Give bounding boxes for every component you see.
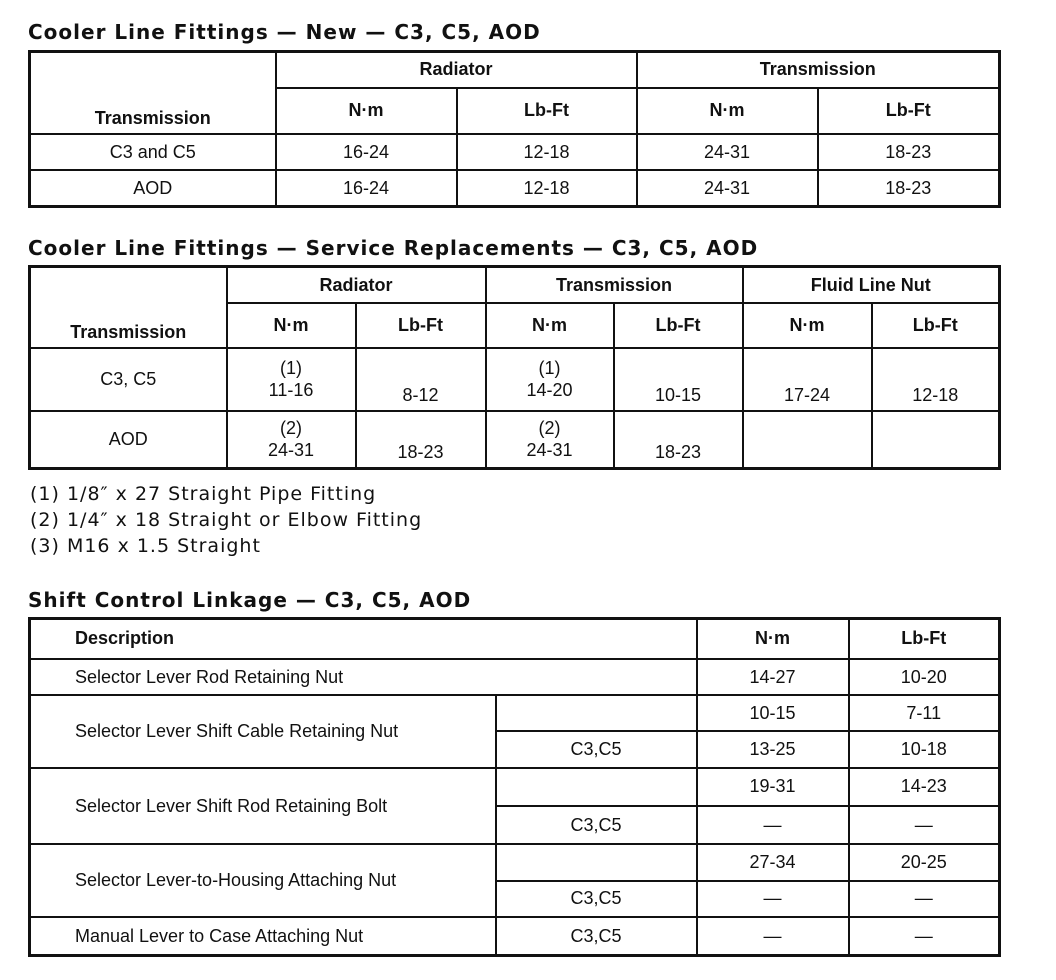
- value-cell: [486, 411, 614, 469]
- value-cell: 16-24: [276, 134, 457, 170]
- value-cell: —: [849, 917, 1000, 955]
- lbft-header: Lb-Ft: [457, 88, 637, 134]
- value-cell: —: [697, 917, 849, 955]
- value-text: 24-31: [526, 440, 573, 461]
- value-cell: 14-23: [849, 768, 1000, 806]
- lbft-header: Lb-Ft: [614, 303, 743, 348]
- nm-header: N·m: [637, 88, 818, 134]
- table-row: [30, 844, 1000, 880]
- nm-header: N·m: [697, 619, 849, 659]
- model-cell: [496, 844, 697, 880]
- footnotes: [30, 481, 422, 559]
- value-cell: —: [849, 806, 1000, 844]
- value-cell: 18-23: [818, 170, 1000, 206]
- nm-header: N·m: [227, 303, 356, 348]
- table-row: [30, 659, 1000, 695]
- table-row: [30, 695, 1000, 731]
- value-cell: 18-23: [356, 411, 486, 469]
- row-label: AOD: [30, 411, 227, 469]
- value-cell: 24-31: [637, 134, 818, 170]
- value-cell: —: [697, 806, 849, 844]
- value-cell: 10-15: [697, 695, 849, 731]
- model-cell: C3,C5: [496, 806, 697, 844]
- shift-control-linkage-table: [28, 617, 1001, 957]
- table-row: [30, 411, 1000, 469]
- transmission-header: Transmission: [30, 267, 227, 348]
- model-cell: C3,C5: [496, 917, 697, 955]
- model-cell: [496, 768, 697, 806]
- transmission-header: Transmission: [30, 52, 276, 135]
- value-cell: 13-25: [697, 731, 849, 767]
- footnote-ref: (1): [280, 358, 302, 379]
- description-header: Description: [30, 619, 697, 659]
- value-text: 11-16: [268, 380, 314, 401]
- table-row: [30, 768, 1000, 806]
- value-cell: [486, 348, 614, 411]
- cooler-line-new-table: [28, 50, 1001, 208]
- value-cell: 8-12: [356, 348, 486, 411]
- lbft-header: Lb-Ft: [849, 619, 1000, 659]
- value-cell: 18-23: [614, 411, 743, 469]
- model-cell: C3,C5: [496, 731, 697, 767]
- table-header-row: [30, 52, 1000, 88]
- value-cell: 27-34: [697, 844, 849, 880]
- table-row: [30, 134, 1000, 170]
- value-cell: [743, 411, 872, 469]
- table2-title: Cooler Line Fittings — Service Replacements — C3, C5, AOD: [28, 236, 759, 260]
- table-header-row: [30, 267, 1000, 304]
- transmission-group-header: Transmission: [637, 52, 1000, 88]
- row-label: C3, C5: [30, 348, 227, 411]
- footnote-item: (3) M16 x 1.5 Straight: [30, 535, 261, 557]
- model-cell: C3,C5: [496, 881, 697, 917]
- value-cell: 18-23: [818, 134, 1000, 170]
- table-row: [30, 348, 1000, 411]
- value-cell: [227, 348, 356, 411]
- lbft-header: Lb-Ft: [818, 88, 1000, 134]
- value-cell: 12-18: [457, 134, 637, 170]
- table3-title: Shift Control Linkage — C3, C5, AOD: [28, 588, 472, 612]
- value-cell: —: [849, 881, 1000, 917]
- description-cell: Selector Lever Rod Retaining Nut: [30, 659, 697, 695]
- transmission-group-header: Transmission: [486, 267, 743, 304]
- value-cell: 12-18: [872, 348, 1000, 411]
- radiator-header: Radiator: [227, 267, 486, 304]
- table1-title: Cooler Line Fittings — New — C3, C5, AOD: [28, 20, 541, 44]
- description-cell: Selector Lever-to-Housing Attaching Nut: [30, 844, 496, 917]
- table-row: [30, 170, 1000, 206]
- row-label: AOD: [30, 170, 276, 206]
- nm-header: N·m: [486, 303, 614, 348]
- value-text: 14-20: [526, 380, 573, 401]
- fluid-line-nut-header: Fluid Line Nut: [743, 267, 1000, 304]
- nm-header: N·m: [743, 303, 872, 348]
- value-cell: —: [697, 881, 849, 917]
- footnote-item: (1) 1/8″ x 27 Straight Pipe Fitting: [30, 483, 377, 505]
- value-cell: 10-20: [849, 659, 1000, 695]
- footnote-ref: (2): [538, 418, 561, 439]
- description-cell: Selector Lever Shift Rod Retaining Bolt: [30, 768, 496, 845]
- value-cell: 10-18: [849, 731, 1000, 767]
- value-cell: 20-25: [849, 844, 1000, 880]
- footnote-ref: (2): [280, 418, 302, 439]
- value-cell: 12-18: [457, 170, 637, 206]
- value-cell: 17-24: [743, 348, 872, 411]
- value-cell: 16-24: [276, 170, 457, 206]
- value-cell: [872, 411, 1000, 469]
- cooler-line-service-table: [28, 265, 1001, 470]
- footnote-ref: (1): [538, 358, 561, 379]
- value-text: 24-31: [267, 440, 315, 461]
- model-cell: [496, 695, 697, 731]
- table-row: [30, 917, 1000, 955]
- footnote-item: (2) 1/4″ x 18 Straight or Elbow Fitting: [30, 509, 423, 531]
- value-cell: 14-27: [697, 659, 849, 695]
- value-cell: [227, 411, 356, 469]
- description-cell: Manual Lever to Case Attaching Nut: [30, 917, 496, 955]
- lbft-header: Lb-Ft: [356, 303, 486, 348]
- radiator-header: Radiator: [276, 52, 637, 88]
- row-label: C3 and C5: [30, 134, 276, 170]
- value-cell: 19-31: [697, 768, 849, 806]
- value-cell: 7-11: [849, 695, 1000, 731]
- lbft-header: Lb-Ft: [872, 303, 1000, 348]
- value-cell: 10-15: [614, 348, 743, 411]
- table-header-row: [30, 619, 1000, 659]
- nm-header: N·m: [276, 88, 457, 134]
- description-cell: Selector Lever Shift Cable Retaining Nut: [30, 695, 496, 768]
- value-cell: 24-31: [637, 170, 818, 206]
